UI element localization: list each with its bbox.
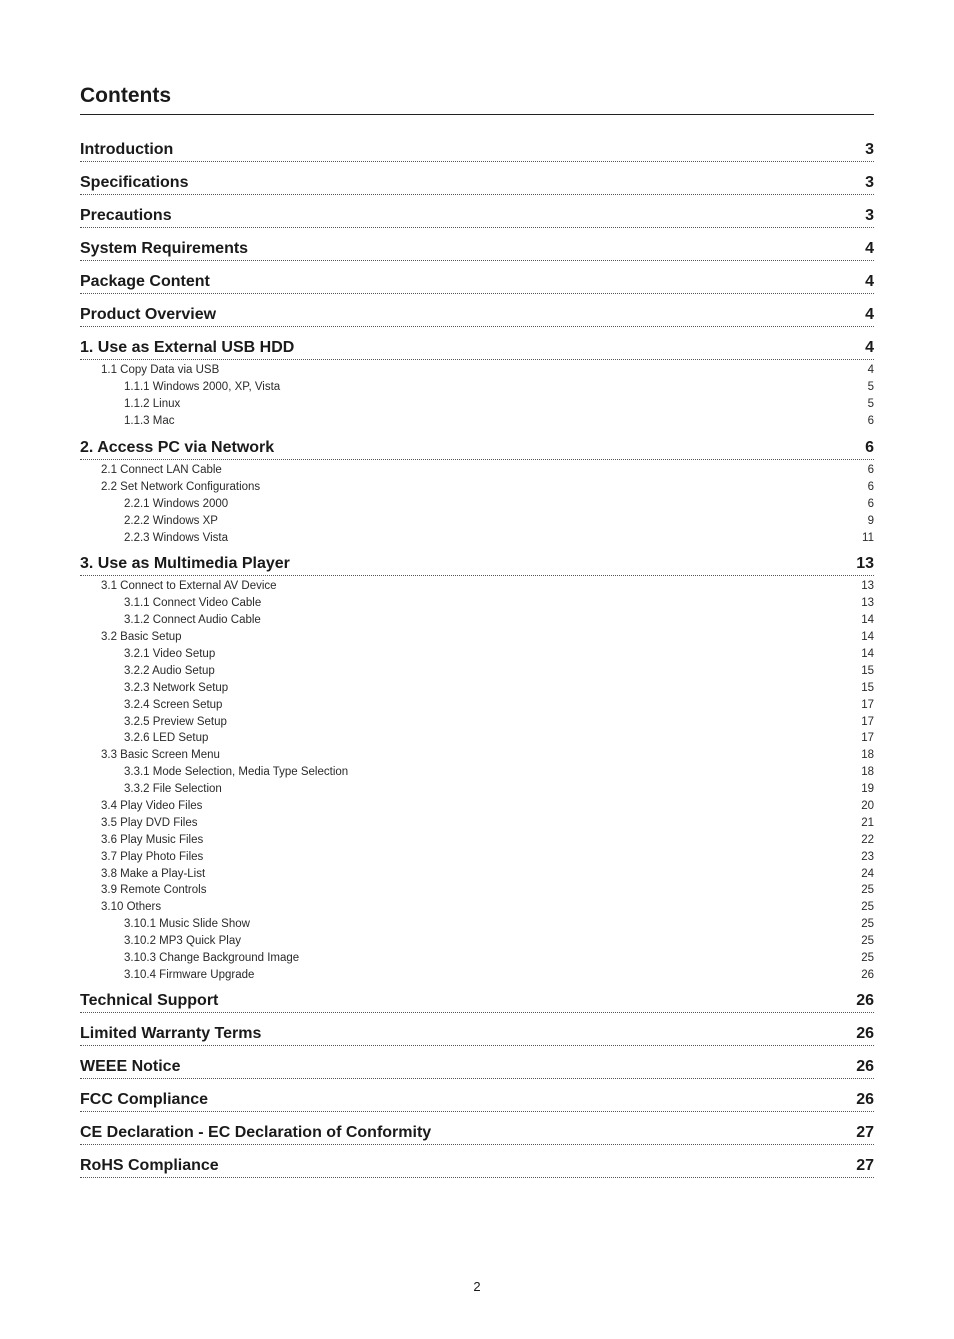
toc-subentry-title: 3.8 Make a Play-List (101, 867, 206, 880)
toc-entry[interactable] (80, 552, 874, 576)
toc-subentry-page: 26 (861, 968, 874, 981)
toc-subentry[interactable] (80, 495, 874, 512)
toc-subentry-title: 3.9 Remote Controls (101, 884, 207, 897)
toc-subentry-page: 14 (861, 614, 874, 627)
toc-subentry-title: 3.2.2 Audio Setup (124, 664, 215, 677)
toc-entry-page: 3 (865, 207, 874, 224)
toc-entry-page: 4 (865, 273, 874, 290)
toc-entry[interactable] (80, 336, 874, 360)
page-number: 2 (473, 1279, 481, 1294)
toc-subentry[interactable] (80, 413, 874, 430)
toc-subentry-title: 3.6 Play Music Files (101, 833, 204, 846)
toc-subentry-title: 3.3.2 File Selection (124, 783, 222, 796)
toc-entry-page: 3 (865, 141, 874, 158)
toc-subsection-list (80, 578, 874, 983)
toc-subentry-title: 2.2 Set Network Configurations (101, 480, 261, 493)
toc-subentry[interactable] (80, 764, 874, 781)
toc-subentry-title: 3.2.5 Preview Setup (124, 715, 227, 728)
toc-subentry-page: 14 (861, 648, 874, 661)
toc-entry[interactable] (80, 1055, 874, 1079)
toc-subentry-page: 18 (861, 749, 874, 762)
toc-subsection-list (80, 362, 874, 430)
toc-entry[interactable] (80, 1121, 874, 1145)
toc-subentry[interactable] (80, 933, 874, 950)
page-title: Contents (80, 84, 171, 107)
toc-entry-page: 27 (856, 1157, 874, 1175)
toc-subentry-page: 11 (862, 531, 874, 544)
toc-entry-title: CE Declaration - EC Declaration of Conformity (80, 1124, 432, 1142)
toc-subentry-page: 6 (867, 480, 874, 493)
toc-subentry[interactable] (80, 396, 874, 413)
toc-entry-page: 6 (865, 438, 874, 456)
toc-entry[interactable] (80, 989, 874, 1013)
toc-subentry[interactable] (80, 798, 874, 815)
toc-subentry[interactable] (80, 529, 874, 546)
toc-subentry[interactable] (80, 848, 874, 865)
toc-subentry-page: 5 (867, 398, 874, 411)
toc-entry-page: 13 (856, 555, 874, 573)
toc-subentry-page: 9 (867, 514, 874, 527)
toc-entry-page: 26 (856, 1058, 874, 1076)
toc-entry-page: 27 (856, 1124, 874, 1142)
toc-subentry-title: 3.10 Others (101, 901, 162, 914)
toc-subentry-page: 25 (861, 918, 874, 931)
toc-entry-title: Product Overview (80, 306, 217, 323)
toc-subentry-page: 25 (861, 884, 874, 897)
toc-entry-title: Technical Support (80, 992, 219, 1010)
toc-subentry-title: 1.1.3 Mac (124, 415, 175, 428)
toc-subentry[interactable] (80, 713, 874, 730)
toc-subentry[interactable] (80, 646, 874, 663)
toc-entry[interactable] (80, 138, 874, 162)
toc-subentry-page: 6 (867, 497, 874, 510)
toc-subentry[interactable] (80, 882, 874, 899)
toc-subentry-title: 3.10.3 Change Background Image (124, 952, 300, 965)
toc-entry[interactable] (80, 270, 874, 294)
toc-subentry-title: 1.1 Copy Data via USB (101, 364, 220, 377)
toc-entry[interactable] (80, 1154, 874, 1178)
toc-subentry[interactable] (80, 696, 874, 713)
toc-subentry-title: 3.2 Basic Setup (101, 631, 182, 644)
toc-entry-title: Limited Warranty Terms (80, 1025, 262, 1043)
toc-subentry[interactable] (80, 730, 874, 747)
toc-subsection-list (80, 462, 874, 546)
toc-subentry[interactable] (80, 362, 874, 379)
toc-entry-page: 3 (865, 174, 874, 191)
toc-subentry-page: 15 (861, 681, 874, 694)
toc-subentry-title: 3.3 Basic Screen Menu (101, 749, 220, 762)
toc-entry[interactable] (80, 204, 874, 228)
toc-entry-page: 4 (865, 306, 874, 323)
toc-subentry-title: 3.1 Connect to External AV Device (101, 580, 277, 593)
toc-subentry-title: 3.10.4 Firmware Upgrade (124, 968, 255, 981)
toc-entry-title: Specifications (80, 174, 189, 191)
toc-subentry-title: 1.1.1 Windows 2000, XP, Vista (124, 381, 281, 394)
toc-entry[interactable] (80, 1088, 874, 1112)
toc-subentry-page: 20 (861, 800, 874, 813)
toc-subentry-title: 3.2.6 LED Setup (124, 732, 209, 745)
toc-subentry[interactable] (80, 462, 874, 479)
toc-entry-title: Package Content (80, 273, 210, 290)
toc-entry-title: 3. Use as Multimedia Player (80, 555, 290, 573)
toc-subentry[interactable] (80, 512, 874, 529)
toc-subentry[interactable] (80, 662, 874, 679)
toc-entry-page: 26 (856, 1025, 874, 1043)
toc-entry-page: 4 (865, 240, 874, 257)
toc-subentry-title: 3.4 Play Video Files (101, 800, 203, 813)
toc-subentry[interactable] (80, 595, 874, 612)
toc-subentry[interactable] (80, 950, 874, 967)
toc-subentry-page: 15 (861, 664, 874, 677)
toc-subentry-title: 3.2.1 Video Setup (124, 648, 216, 661)
toc-subentry[interactable] (80, 831, 874, 848)
toc-subentry-page: 25 (861, 935, 874, 948)
toc-subentry[interactable] (80, 612, 874, 629)
toc-entry-title: 2. Access PC via Network (80, 438, 275, 456)
table-of-contents (80, 138, 874, 1187)
toc-subentry-page: 14 (861, 631, 874, 644)
toc-entry-title: RoHS Compliance (80, 1157, 219, 1175)
toc-subentry-page: 17 (861, 698, 874, 711)
toc-entry-title: FCC Compliance (80, 1091, 209, 1109)
toc-entry-title: System Requirements (80, 240, 249, 257)
toc-subentry-title: 2.2.2 Windows XP (124, 514, 218, 527)
toc-subentry-page: 6 (867, 464, 874, 476)
toc-subentry-title: 3.2.4 Screen Setup (124, 698, 223, 711)
toc-subentry-page: 18 (861, 766, 874, 779)
toc-entry[interactable] (80, 436, 874, 460)
toc-subentry-title: 2.2.3 Windows Vista (124, 531, 228, 544)
toc-subentry-page: 17 (861, 715, 874, 728)
toc-subentry-page: 22 (861, 833, 874, 846)
toc-subentry[interactable] (80, 899, 874, 916)
toc-entry[interactable] (80, 237, 874, 261)
toc-subentry[interactable] (80, 865, 874, 882)
toc-entry-title: Introduction (80, 141, 174, 158)
toc-subentry-title: 1.1.2 Linux (124, 398, 181, 411)
toc-subentry-page: 23 (861, 850, 874, 863)
toc-subentry-page: 13 (861, 580, 874, 593)
toc-subentry-page: 21 (861, 816, 874, 829)
toc-subentry[interactable] (80, 781, 874, 798)
toc-subentry-title: 3.2.3 Network Setup (124, 681, 229, 694)
toc-entry[interactable] (80, 1022, 874, 1046)
toc-subentry-page: 6 (867, 415, 874, 428)
toc-entry-page: 4 (865, 339, 874, 356)
toc-subentry-title: 2.1 Connect LAN Cable (101, 464, 222, 476)
title-divider (80, 114, 874, 115)
toc-subentry[interactable] (80, 578, 874, 595)
toc-subentry-page: 25 (861, 901, 874, 914)
toc-subentry-page: 17 (861, 732, 874, 745)
toc-subentry[interactable] (80, 814, 874, 831)
toc-entry[interactable] (80, 171, 874, 195)
toc-subentry-page: 25 (861, 952, 874, 965)
toc-subentry[interactable] (80, 629, 874, 646)
toc-entry[interactable] (80, 303, 874, 327)
toc-entry-title: 1. Use as External USB HDD (80, 339, 295, 356)
toc-subentry-page: 13 (861, 597, 874, 610)
toc-subentry[interactable] (80, 379, 874, 396)
toc-subentry-title: 3.5 Play DVD Files (101, 816, 198, 829)
toc-subentry-title: 3.3.1 Mode Selection, Media Type Selection (124, 766, 349, 779)
toc-subentry-title: 3.7 Play Photo Files (101, 850, 204, 863)
toc-subentry[interactable] (80, 679, 874, 696)
toc-entry-page: 26 (856, 1091, 874, 1109)
toc-subentry[interactable] (80, 967, 874, 984)
toc-subentry[interactable] (80, 747, 874, 764)
toc-subentry-title: 3.1.1 Connect Video Cable (124, 597, 262, 610)
toc-subentry-title: 3.1.2 Connect Audio Cable (124, 614, 261, 627)
toc-entry-title: WEEE Notice (80, 1058, 181, 1076)
toc-subentry-page: 24 (861, 867, 874, 880)
toc-subentry-page: 19 (861, 783, 874, 796)
toc-subentry-page: 5 (867, 381, 874, 394)
toc-entry-page: 26 (856, 992, 874, 1010)
toc-subentry-title: 2.2.1 Windows 2000 (124, 497, 229, 510)
toc-subentry-title: 3.10.2 MP3 Quick Play (124, 935, 241, 948)
toc-subentry-title: 3.10.1 Music Slide Show (124, 918, 250, 931)
toc-subentry-page: 4 (867, 364, 874, 377)
toc-subentry[interactable] (80, 478, 874, 495)
toc-entry-title: Precautions (80, 207, 172, 224)
toc-subentry[interactable] (80, 916, 874, 933)
